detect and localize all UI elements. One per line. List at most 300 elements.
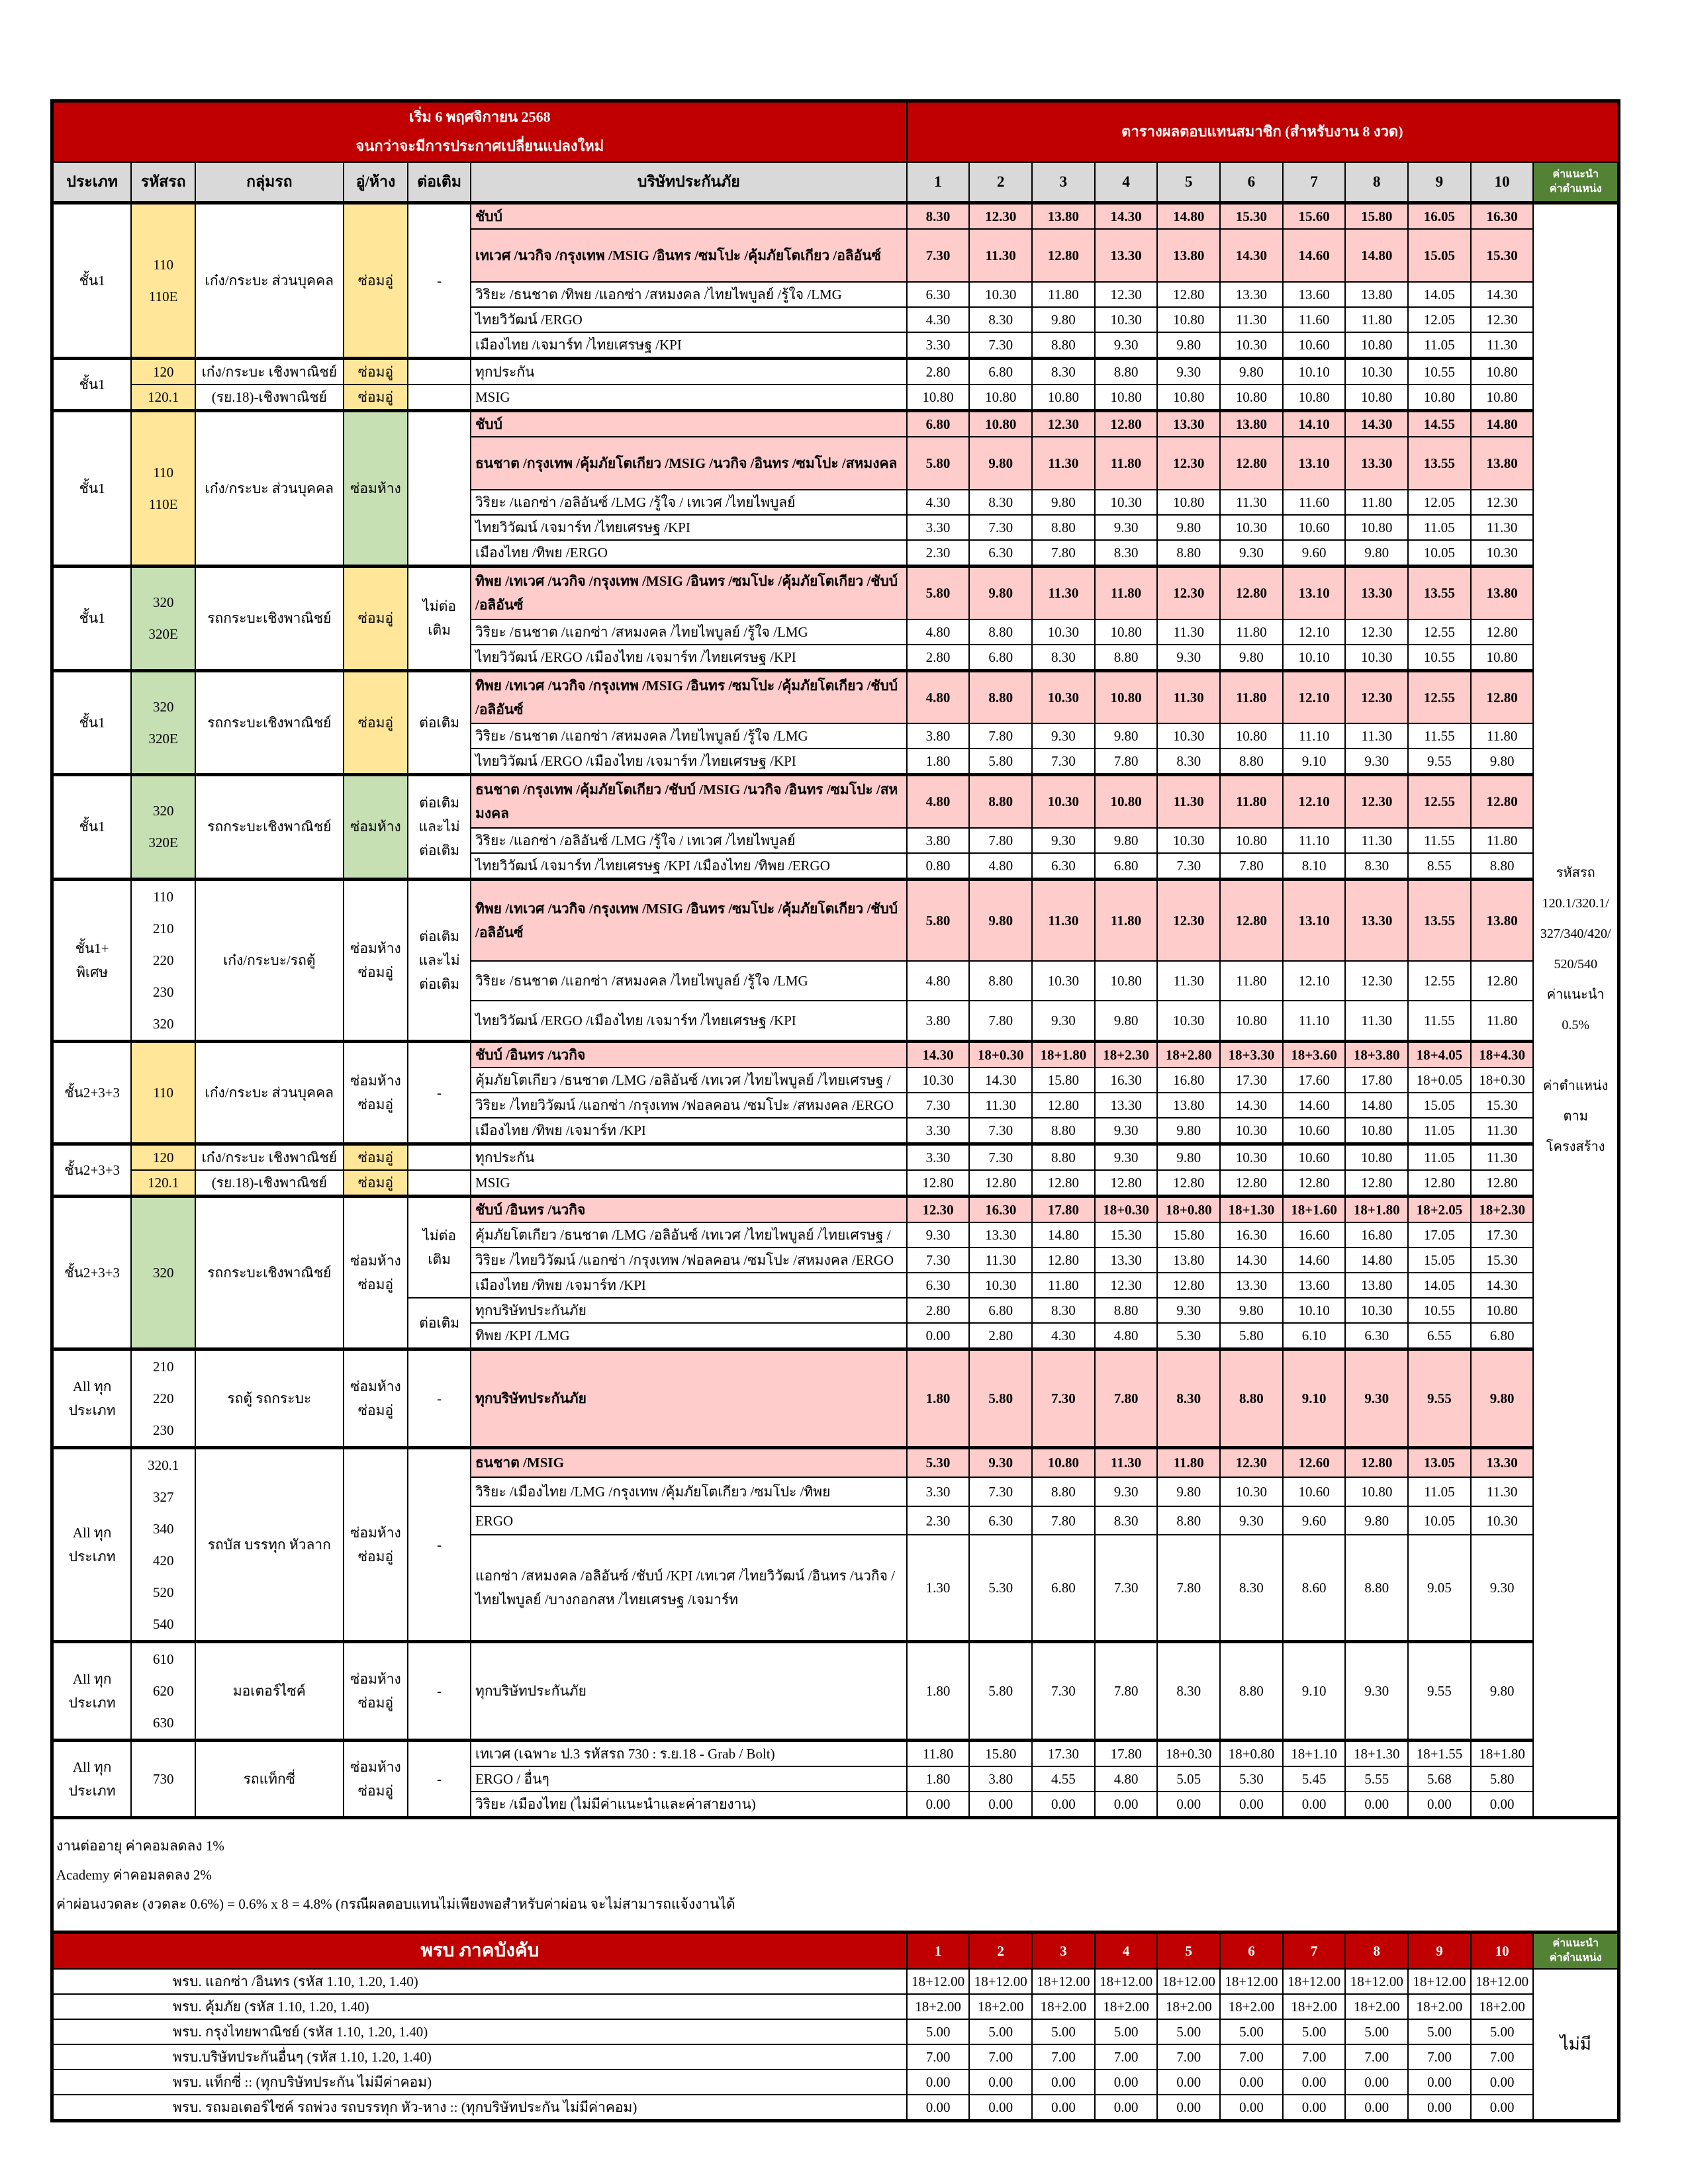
garage-cell: ซ่อมอู่	[344, 1170, 408, 1197]
value-cell: 18+3.60	[1283, 1041, 1346, 1068]
value-cell: 5.30	[907, 1447, 970, 1477]
value-cell: 13.30	[1095, 229, 1158, 282]
vehicle-code: 540	[152, 1615, 174, 1632]
addon-cell: -	[408, 1740, 471, 1817]
vehicle-code: 210	[152, 920, 174, 936]
value-cell: 13.10	[1283, 879, 1346, 961]
addon-cell: -	[408, 1447, 471, 1641]
group-cell: รถแท็กซี่	[195, 1740, 344, 1817]
value-cell: 9.80	[1032, 490, 1095, 515]
value-cell: 10.80	[1345, 515, 1408, 540]
value-cell: 0.00	[907, 1792, 970, 1818]
value-cell: 10.55	[1408, 359, 1471, 385]
value-cell: 10.30	[1220, 1477, 1283, 1506]
value-cell: 11.30	[969, 1093, 1032, 1118]
col-garage: อู่/ห้าง	[344, 162, 408, 203]
side-note-line: 520/540	[1554, 957, 1597, 972]
col-installment: 9	[1408, 162, 1471, 203]
value-cell: 0.00	[969, 1792, 1032, 1818]
value-cell: 15.80	[969, 1740, 1032, 1766]
value-cell: 10.30	[1095, 307, 1158, 332]
value-cell: 7.00	[1032, 2044, 1095, 2070]
value-cell: 4.80	[969, 853, 1032, 880]
value-cell: 11.30	[1471, 1118, 1534, 1144]
value-cell: 4.80	[907, 775, 970, 828]
value-cell: 12.30	[907, 1196, 970, 1222]
value-cell: 11.80	[1157, 1447, 1220, 1477]
value-cell: 13.55	[1408, 437, 1471, 490]
value-cell: 10.30	[1471, 540, 1534, 567]
col-installment: 4	[1095, 1932, 1158, 1969]
commission-sheet	[50, 99, 1620, 2122]
col-installment: 5	[1157, 1932, 1220, 1969]
value-cell: 14.60	[1283, 1093, 1346, 1118]
value-cell: 12.55	[1408, 961, 1471, 1000]
value-cell: 13.30	[1345, 567, 1408, 619]
col-advice	[1533, 162, 1618, 203]
insurer-cell: เมืองไทย /เจมาร์ท /ไทยเศรษฐ /KPI	[471, 332, 907, 359]
value-cell: 12.80	[1157, 1273, 1220, 1298]
table-row	[52, 879, 1619, 961]
value-cell: 12.55	[1408, 619, 1471, 645]
garage-cell: ซ่อมห้าง	[344, 411, 408, 567]
value-cell: 17.80	[1345, 1068, 1408, 1093]
value-cell: 7.00	[1283, 2044, 1346, 2070]
value-cell: 6.10	[1283, 1323, 1346, 1349]
value-cell: 9.80	[969, 437, 1032, 490]
col-installment: 9	[1408, 1932, 1471, 1969]
value-cell: 10.30	[969, 282, 1032, 307]
value-cell: 0.00	[1345, 2095, 1408, 2121]
value-cell: 11.10	[1283, 828, 1346, 853]
insurer-cell: MSIG	[471, 1170, 907, 1197]
side-note-line	[1538, 1040, 1613, 1071]
value-cell: 12.80	[1220, 879, 1283, 961]
value-cell: 18+2.00	[1032, 1994, 1095, 2019]
value-cell: 11.80	[1220, 670, 1283, 723]
value-cell: 8.80	[969, 619, 1032, 645]
value-cell: 11.05	[1408, 1118, 1471, 1144]
value-cell: 15.05	[1408, 1248, 1471, 1273]
vehicle-code: 320	[152, 803, 174, 819]
value-cell: 8.30	[1095, 540, 1158, 567]
insurer-cell: วิริยะ /ไทยวิวัฒน์ /แอกซ่า /กรุงเทพ /ฟอลคอน /ซมโปะ /สหมงคล /ERGO	[471, 1093, 907, 1118]
garage-cell: ซ่อมห้าง ซ่อมอู่	[344, 1740, 408, 1817]
value-cell: 6.30	[969, 1506, 1032, 1535]
value-cell: 12.80	[1471, 1170, 1534, 1197]
value-cell: 7.00	[907, 2044, 970, 2070]
value-cell: 18+1.30	[1220, 1196, 1283, 1222]
value-cell: 8.30	[1032, 359, 1095, 385]
value-cell: 12.80	[1157, 1170, 1220, 1197]
value-cell: 0.00	[1408, 2095, 1471, 2121]
value-cell: 13.80	[1471, 437, 1534, 490]
value-cell: 0.00	[1095, 2070, 1158, 2095]
value-cell: 7.80	[1032, 1506, 1095, 1535]
value-cell: 18+12.00	[969, 1969, 1032, 1994]
value-cell: 16.60	[1283, 1222, 1346, 1248]
value-cell: 10.10	[1283, 645, 1346, 671]
col-installment: 3	[1032, 162, 1095, 203]
insurer-cell: เมืองไทย /ทิพย /เจมาร์ท /KPI	[471, 1273, 907, 1298]
vehicle-code: 630	[152, 1714, 174, 1731]
value-cell: 18+2.00	[1471, 1994, 1534, 2019]
value-cell: 8.30	[1157, 1641, 1220, 1740]
value-cell: 18+1.80	[1345, 1196, 1408, 1222]
value-cell: 12.80	[1220, 1170, 1283, 1197]
value-cell: 9.80	[1095, 723, 1158, 749]
insurer-cell: ธนชาต /MSIG	[471, 1447, 907, 1477]
until-notice: จนกว่าจะมีการประกาศเปลี่ยนแปลงใหม่	[355, 138, 604, 155]
value-cell: 11.30	[1345, 828, 1408, 853]
code-cell	[131, 567, 195, 671]
value-cell: 12.55	[1408, 775, 1471, 828]
value-cell: 18+0.80	[1220, 1740, 1283, 1766]
value-cell: 14.30	[1220, 229, 1283, 282]
value-cell: 5.00	[1408, 2019, 1471, 2044]
value-cell: 5.00	[1283, 2019, 1346, 2044]
value-cell: 13.80	[1345, 1273, 1408, 1298]
group-cell: รถกระบะเชิงพาณิชย์	[195, 1196, 344, 1349]
value-cell: 11.30	[1157, 619, 1220, 645]
value-cell: 18+4.30	[1471, 1041, 1534, 1068]
col-installment: 1	[907, 162, 970, 203]
value-cell: 10.80	[1220, 1001, 1283, 1041]
value-cell: 18+2.00	[907, 1994, 970, 2019]
value-cell: 13.55	[1408, 567, 1471, 619]
value-cell: 5.80	[907, 567, 970, 619]
value-cell: 11.55	[1408, 828, 1471, 853]
value-cell: 12.30	[1345, 619, 1408, 645]
value-cell: 10.80	[1345, 385, 1408, 411]
col-installment: 1	[907, 1932, 970, 1969]
value-cell: 7.30	[969, 332, 1032, 359]
value-cell: 8.80	[1032, 515, 1095, 540]
value-cell: 18+12.00	[1220, 1969, 1283, 1994]
value-cell: 8.80	[1032, 1118, 1095, 1144]
code-cell	[131, 670, 195, 775]
value-cell: 18+0.80	[1157, 1196, 1220, 1222]
value-cell: 18+12.00	[1471, 1969, 1534, 1994]
insurer-cell: ชับบ์	[471, 203, 907, 230]
table-row	[52, 1447, 1619, 1477]
value-cell: 14.80	[1157, 203, 1220, 230]
value-cell: 11.30	[1157, 775, 1220, 828]
value-cell: 8.80	[1220, 1641, 1283, 1740]
note-renewal: งานต่ออายุ ค่าคอมลดลง 1%	[56, 1837, 224, 1854]
value-cell: 5.00	[1157, 2019, 1220, 2044]
value-cell: 14.80	[1032, 1222, 1095, 1248]
insurer-cell: MSIG	[471, 385, 907, 411]
value-cell: 3.80	[907, 1001, 970, 1041]
value-cell: 9.80	[1032, 307, 1095, 332]
value-cell: 14.80	[1345, 229, 1408, 282]
value-cell: 8.30	[1220, 1535, 1283, 1641]
code-cell	[131, 411, 195, 567]
value-cell: 7.30	[1032, 1641, 1095, 1740]
value-cell: 10.30	[1095, 490, 1158, 515]
value-cell: 10.80	[907, 385, 970, 411]
value-cell: 11.10	[1283, 723, 1346, 749]
vehicle-code: 320	[152, 1264, 174, 1281]
value-cell: 6.55	[1408, 1323, 1471, 1349]
value-cell: 9.30	[1345, 1641, 1408, 1740]
value-cell: 12.80	[1471, 961, 1534, 1000]
value-cell: 15.30	[1471, 1248, 1534, 1273]
value-cell: 13.80	[1157, 1248, 1220, 1273]
table-row	[52, 1041, 1619, 1068]
value-cell: 13.30	[969, 1222, 1032, 1248]
value-cell: 15.30	[1220, 203, 1283, 230]
col-installment: 6	[1220, 162, 1283, 203]
value-cell: 10.80	[1095, 619, 1158, 645]
code-cell: 120	[131, 359, 195, 385]
value-cell: 10.80	[1095, 385, 1158, 411]
table-row	[52, 1349, 1619, 1447]
value-cell: 18+12.00	[1157, 1969, 1220, 1994]
value-cell: 15.30	[1471, 1093, 1534, 1118]
value-cell: 14.30	[1471, 282, 1534, 307]
value-cell: 5.00	[1095, 2019, 1158, 2044]
value-cell: 14.30	[1345, 411, 1408, 437]
value-cell: 8.30	[1345, 853, 1408, 880]
value-cell: 10.60	[1283, 1477, 1346, 1506]
value-cell: 10.60	[1283, 332, 1346, 359]
compulsory-label: พรบ. คุ้มภัย (รหัส 1.10, 1.20, 1.40)	[52, 1994, 907, 2019]
value-cell: 0.00	[1032, 1792, 1095, 1818]
value-cell: 11.80	[1345, 490, 1408, 515]
col-installment: 7	[1283, 1932, 1346, 1969]
code-cell	[131, 1196, 195, 1349]
value-cell: 8.80	[1032, 332, 1095, 359]
value-cell: 4.80	[907, 619, 970, 645]
code-cell: 120	[131, 1144, 195, 1170]
vehicle-code: 320.1	[148, 1457, 179, 1473]
value-cell: 18+4.05	[1408, 1041, 1471, 1068]
value-cell: 11.30	[969, 1248, 1032, 1273]
value-cell: 9.80	[1220, 645, 1283, 671]
group-cell: เก๋ง/กระบะ ส่วนบุคคล	[195, 411, 344, 567]
value-cell: 6.80	[969, 359, 1032, 385]
group-cell: เก๋ง/กระบะ เชิงพาณิชย์	[195, 1144, 344, 1170]
insurer-cell: ทุกบริษัทประกันภัย	[471, 1641, 907, 1740]
col-installment: 5	[1157, 162, 1220, 203]
value-cell: 15.80	[1032, 1068, 1095, 1093]
value-cell: 13.80	[1220, 411, 1283, 437]
value-cell: 5.45	[1283, 1766, 1346, 1792]
value-cell: 10.80	[1471, 385, 1534, 411]
addon-cell: -	[408, 1349, 471, 1447]
value-cell: 16.80	[1157, 1068, 1220, 1093]
value-cell: 10.55	[1408, 645, 1471, 671]
insurer-cell: ทุกบริษัทประกันภัย	[471, 1298, 907, 1323]
compulsory-label: พรบ. รถมอเตอร์ไซค์ รถพ่วง รถบรรทุก หัว-หาง :: (ทุกบริษัทประกัน ไม่มีค่าคอม)	[52, 2095, 907, 2121]
insurer-cell: ทิพย /เทเวศ /นวกิจ /กรุงเทพ /MSIG /อินทร /ซมโปะ /คุ้มภัยโตเกียว /ชับบ์ /อลิอันซ์	[471, 567, 907, 619]
value-cell: 12.80	[1283, 1170, 1346, 1197]
vehicle-code: 610	[152, 1651, 174, 1667]
value-cell: 5.80	[1471, 1766, 1534, 1792]
value-cell: 3.80	[907, 723, 970, 749]
value-cell: 12.80	[1032, 1248, 1095, 1273]
insurer-cell: ทุกประกัน	[471, 359, 907, 385]
value-cell: 11.30	[1471, 1477, 1534, 1506]
compulsory-side-note: ไม่มี	[1533, 1969, 1618, 2121]
side-note	[1533, 203, 1618, 1818]
value-cell: 18+2.05	[1408, 1196, 1471, 1222]
value-cell: 12.80	[907, 1170, 970, 1197]
value-cell: 18+0.30	[1095, 1196, 1158, 1222]
addon-cell: ต่อเติม และไม่ ต่อเติม	[408, 775, 471, 880]
value-cell: 12.80	[1471, 670, 1534, 723]
value-cell: 10.05	[1408, 540, 1471, 567]
value-cell: 10.60	[1283, 1118, 1346, 1144]
value-cell: 10.30	[1032, 619, 1095, 645]
garage-cell: ซ่อมอู่	[344, 203, 408, 359]
value-cell: 18+2.30	[1095, 1041, 1158, 1068]
table-row	[52, 1740, 1619, 1766]
value-cell: 14.30	[969, 1068, 1032, 1093]
value-cell: 13.10	[1283, 437, 1346, 490]
value-cell: 18+2.30	[1471, 1196, 1534, 1222]
value-cell: 14.30	[1095, 203, 1158, 230]
value-cell: 14.30	[907, 1041, 970, 1068]
vehicle-code: 320	[152, 1015, 174, 1032]
vehicle-code: 327	[152, 1488, 174, 1505]
table-row	[52, 670, 1619, 723]
value-cell: 9.30	[1157, 645, 1220, 671]
value-cell: 6.30	[1345, 1323, 1408, 1349]
value-cell: 9.80	[1220, 359, 1283, 385]
insurer-cell: ชับบ์	[471, 411, 907, 437]
value-cell: 12.30	[969, 203, 1032, 230]
value-cell: 9.30	[1032, 723, 1095, 749]
value-cell: 15.80	[1157, 1222, 1220, 1248]
value-cell: 11.55	[1408, 1001, 1471, 1041]
value-cell: 10.30	[1345, 645, 1408, 671]
group-cell: มอเตอร์ไซค์	[195, 1641, 344, 1740]
value-cell: 13.80	[1471, 879, 1534, 961]
value-cell: 5.80	[907, 437, 970, 490]
col-installment: 4	[1095, 162, 1158, 203]
value-cell: 11.30	[1471, 515, 1534, 540]
type-cell: All ทุกประเภท	[52, 1740, 132, 1817]
value-cell: 9.80	[1157, 332, 1220, 359]
value-cell: 9.30	[1032, 1001, 1095, 1041]
value-cell: 1.80	[907, 1641, 970, 1740]
value-cell: 7.00	[969, 2044, 1032, 2070]
value-cell: 5.30	[1220, 1766, 1283, 1792]
value-cell: 18+2.00	[1283, 1994, 1346, 2019]
value-cell: 16.30	[969, 1196, 1032, 1222]
value-cell: 15.05	[1408, 1093, 1471, 1118]
group-cell: เก๋ง/กระบะ/รถตู้	[195, 879, 344, 1041]
value-cell: 9.30	[1220, 540, 1283, 567]
value-cell: 17.60	[1283, 1068, 1346, 1093]
value-cell: 7.80	[969, 828, 1032, 853]
value-cell: 0.00	[1345, 2070, 1408, 2095]
value-cell: 11.80	[1220, 961, 1283, 1000]
value-cell: 8.30	[969, 490, 1032, 515]
vehicle-code: 730	[152, 1770, 174, 1787]
value-cell: 13.10	[1283, 567, 1346, 619]
value-cell: 11.60	[1283, 307, 1346, 332]
value-cell: 17.80	[1095, 1740, 1158, 1766]
value-cell: 6.30	[907, 282, 970, 307]
value-cell: 10.80	[1471, 1298, 1534, 1323]
value-cell: 8.30	[1157, 749, 1220, 775]
value-cell: 7.30	[907, 229, 970, 282]
value-cell: 6.30	[907, 1273, 970, 1298]
vehicle-code: 520	[152, 1584, 174, 1600]
addon-cell: -	[408, 203, 471, 359]
compulsory-row	[52, 2095, 1619, 2121]
value-cell: 10.10	[1283, 359, 1346, 385]
value-cell: 0.00	[1345, 1792, 1408, 1818]
value-cell: 18+12.00	[1345, 1969, 1408, 1994]
value-cell: 7.30	[969, 1144, 1032, 1170]
value-cell: 18+3.80	[1345, 1041, 1408, 1068]
value-cell: 9.80	[1471, 1349, 1534, 1447]
value-cell: 2.30	[907, 1506, 970, 1535]
value-cell: 17.30	[1032, 1740, 1095, 1766]
value-cell: 10.30	[1220, 332, 1283, 359]
insurer-cell: ไทยวิวัฒน์ /ERGO /เมืองไทย /เจมาร์ท /ไทยเศรษฐ /KPI	[471, 749, 907, 775]
value-cell: 1.80	[907, 749, 970, 775]
value-cell: 0.00	[1471, 1792, 1534, 1818]
value-cell: 16.80	[1345, 1222, 1408, 1248]
value-cell: 1.80	[907, 1766, 970, 1792]
value-cell: 17.80	[1032, 1196, 1095, 1222]
value-cell: 5.80	[1220, 1323, 1283, 1349]
value-cell: 0.80	[907, 853, 970, 880]
value-cell: 10.80	[1220, 723, 1283, 749]
value-cell: 11.30	[1157, 670, 1220, 723]
code-cell	[131, 775, 195, 880]
value-cell: 7.30	[907, 1093, 970, 1118]
value-cell: 15.05	[1408, 229, 1471, 282]
col-code: รหัสรถ	[131, 162, 195, 203]
value-cell: 14.80	[1345, 1248, 1408, 1273]
value-cell: 9.80	[1157, 1118, 1220, 1144]
type-cell: All ทุกประเภท	[52, 1349, 132, 1447]
col-type: ประเภท	[52, 162, 132, 203]
side-note-line: ตาม	[1563, 1109, 1588, 1124]
garage-cell: ซ่อมห้าง ซ่อมอู่	[344, 1196, 408, 1349]
value-cell: 15.30	[1471, 229, 1534, 282]
value-cell: 13.30	[1220, 1273, 1283, 1298]
table-row	[52, 411, 1619, 437]
group-cell: เก๋ง/กระบะ ส่วนบุคคล	[195, 1041, 344, 1144]
value-cell: 7.30	[969, 515, 1032, 540]
code-cell	[131, 1641, 195, 1740]
value-cell: 5.68	[1408, 1766, 1471, 1792]
compulsory-row	[52, 2070, 1619, 2095]
insurer-cell: ชับบ์ /อินทร /นวกิจ	[471, 1041, 907, 1068]
value-cell: 10.80	[1220, 385, 1283, 411]
value-cell: 11.80	[1220, 619, 1283, 645]
value-cell: 12.30	[1095, 1273, 1158, 1298]
value-cell: 10.30	[1157, 723, 1220, 749]
value-cell: 10.30	[1157, 1001, 1220, 1041]
value-cell: 8.30	[907, 203, 970, 230]
value-cell: 7.80	[1095, 1641, 1158, 1740]
vehicle-code: 110	[153, 257, 174, 273]
value-cell: 8.80	[1345, 1535, 1408, 1641]
col-installment: 7	[1283, 162, 1346, 203]
value-cell: 12.80	[1032, 229, 1095, 282]
vehicle-code: 320	[152, 594, 174, 611]
code-cell	[131, 1041, 195, 1144]
